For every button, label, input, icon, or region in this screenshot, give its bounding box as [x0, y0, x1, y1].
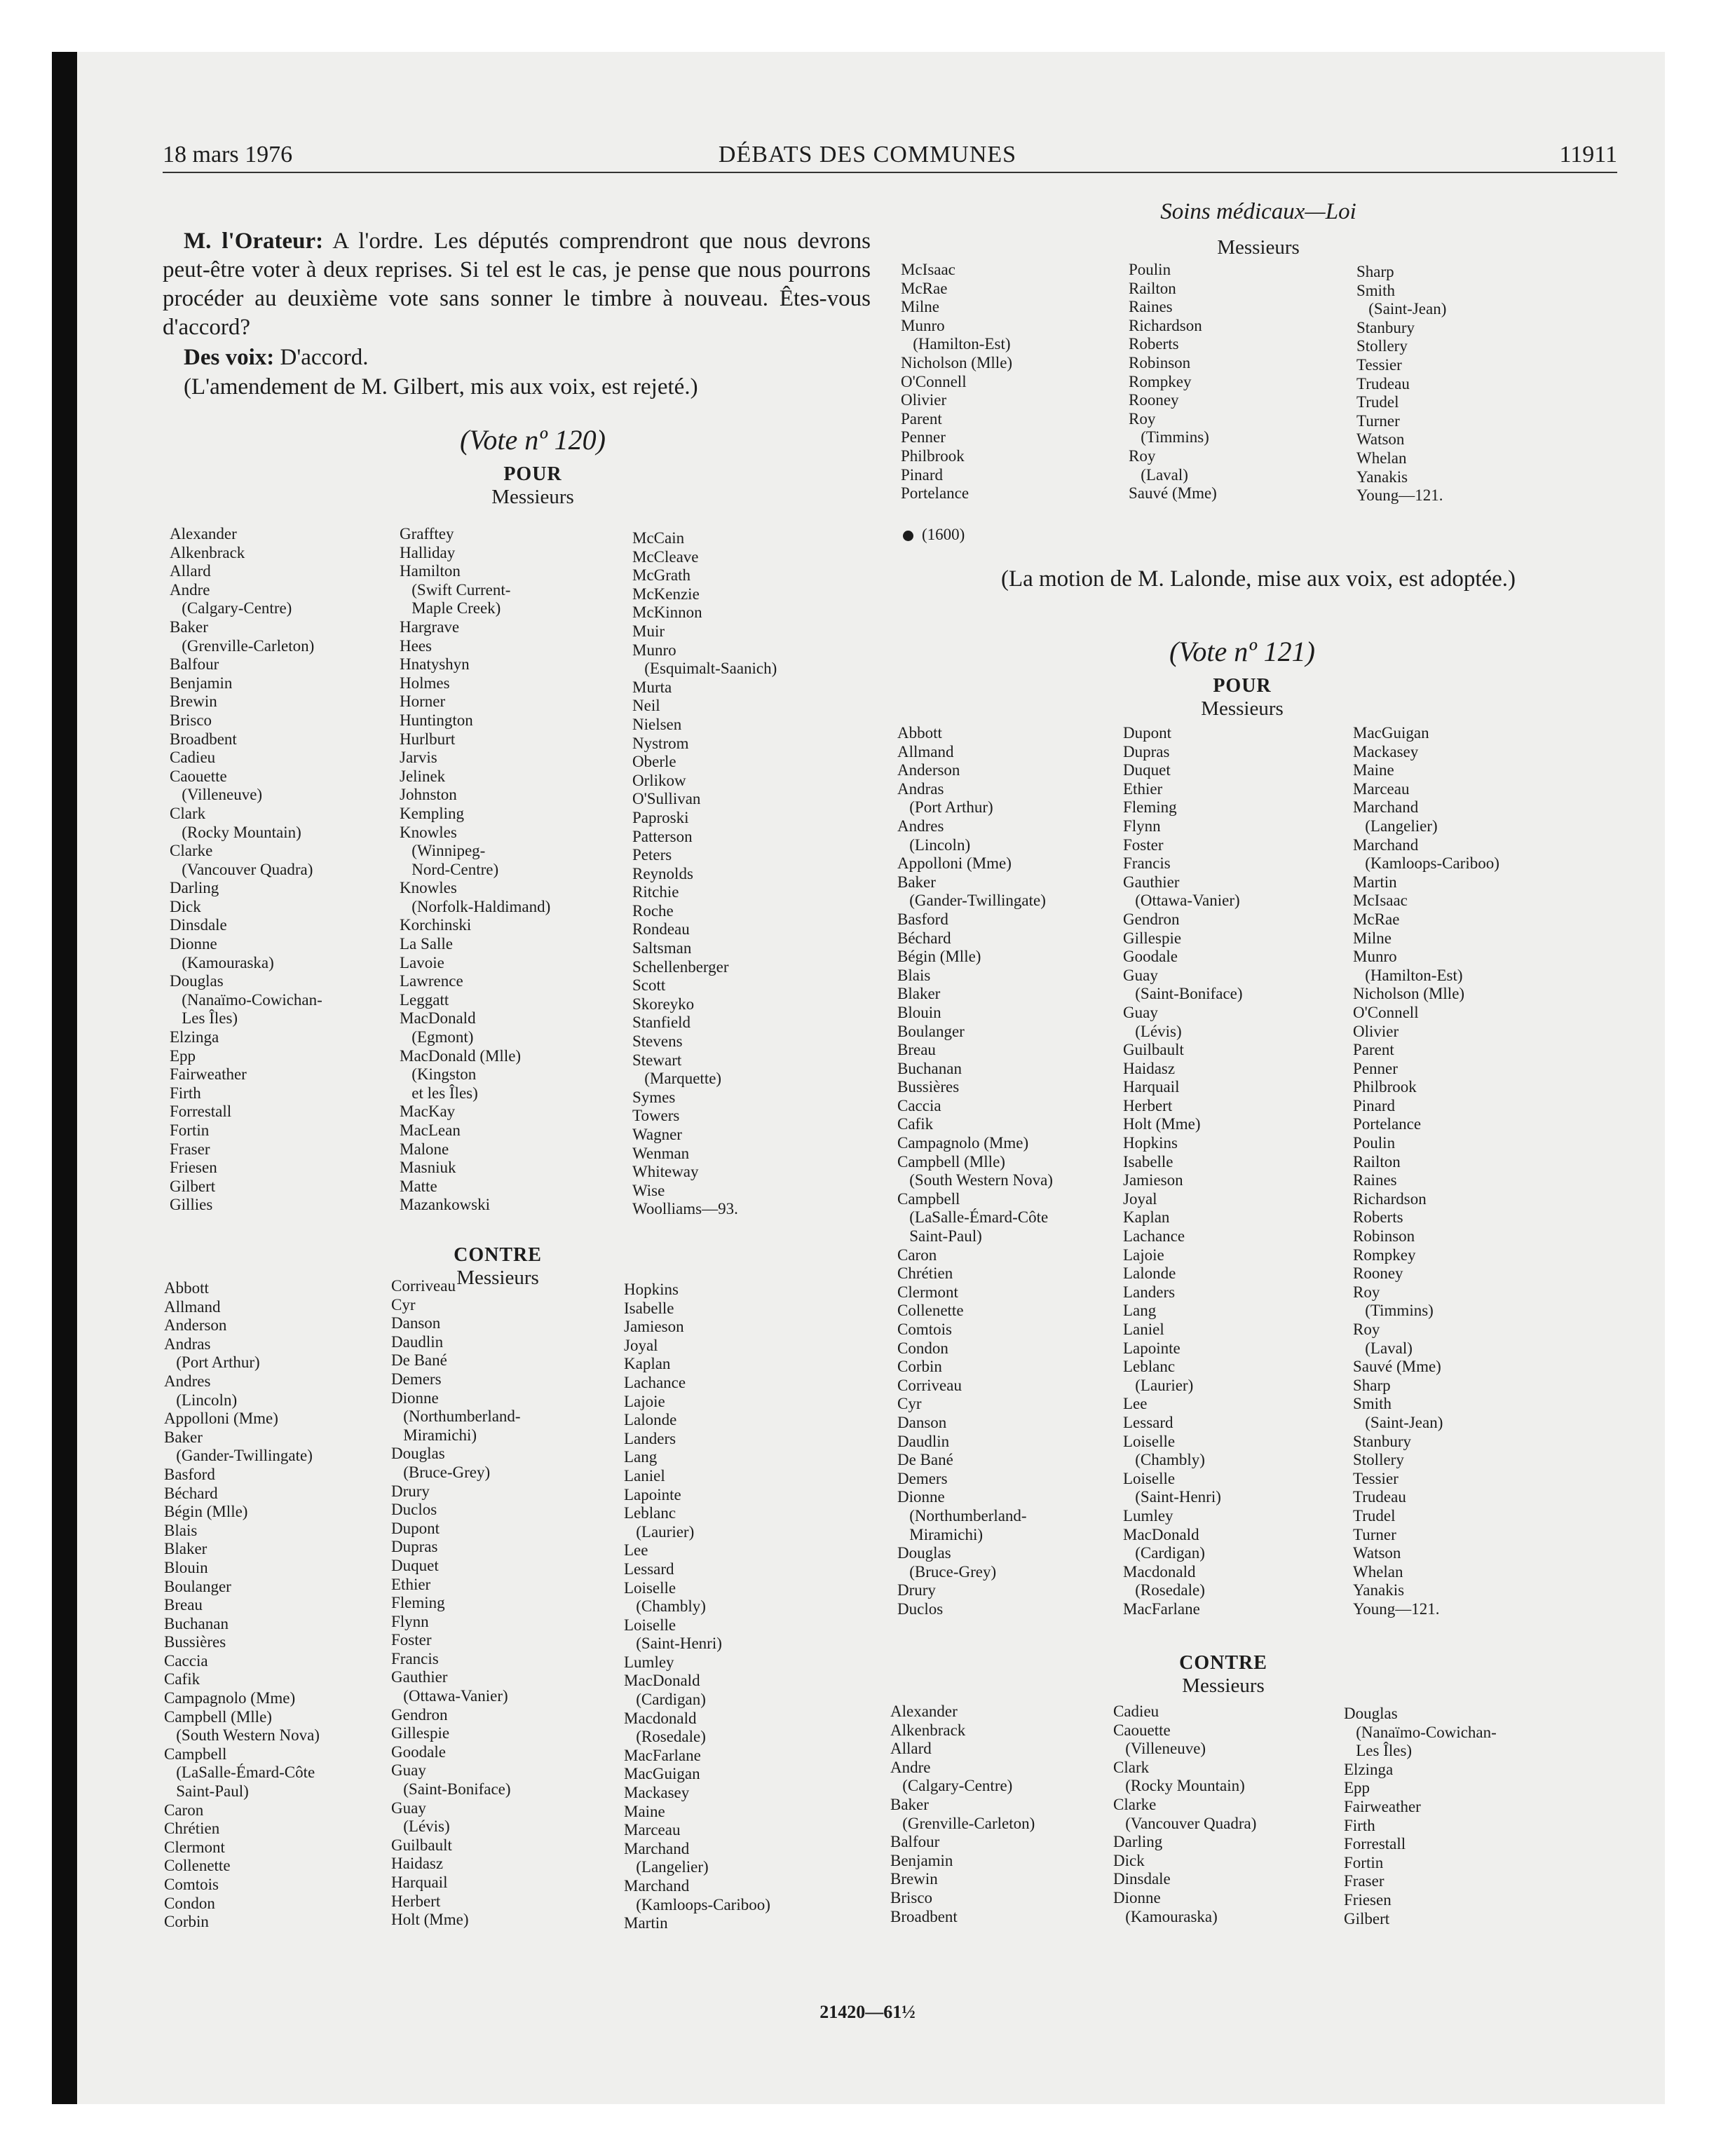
vote-121-contre-messieurs: Messieurs	[1182, 1674, 1265, 1697]
vote-121-contre-col1: Alexander Alkenbrack Allard Andre (Calgary-Centre) Baker (Grenville-Carleton) Balfour Benjamin Brewin Brisco Broadbent	[890, 1703, 1035, 1925]
vote-121-pour-label: POUR	[1213, 675, 1272, 697]
header-title: DÉBATS DES COMMUNES	[718, 142, 1017, 168]
vote-120-pour-col1: Alexander Alkenbrack Allard Andre (Calgary-Centre) Baker (Grenville-Carleton) Balfour Benjamin Brewin Brisco Broadbent Cadieu Caouette (Villeneuve) Clark (Rocky Mountain) Clarke (Vancouver Quadra) Darling Dick Dinsdale Dionne (Kamouraska) Douglas (Nanaïmo-Cowichan- Les Îles) Elzinga Epp Fairweather Firth Forrestall Fortin Fraser Friesen Gilbert Gillies	[170, 525, 322, 1214]
continuation-messieurs: Messieurs	[1217, 236, 1300, 259]
vote-121-pour-col2: Dupont Dupras Duquet Ethier Fleming Flynn Foster Francis Gauthier (Ottawa-Vanier) Gendron Gillespie Goodale Guay (Saint-Boniface) Guay (Lévis) Guilbault Haidasz Harquail Herbert Holt (Mme) Hopkins Isabelle Jamieson Joyal Kaplan Lachance Lajoie Lalonde Landers Lang Laniel Lapointe Leblanc (Laurier) Lee Lessard Loiselle (Chambly) Loiselle (Saint-Henri) Lumley MacDonald (Cardigan) Macdonald (Rosedale) MacFarlane	[1123, 724, 1243, 1618]
vote-120-contre-messieurs: Messieurs	[456, 1267, 539, 1289]
vote-121-title: (Vote nº 121)	[1169, 636, 1315, 667]
speaker-text: A l'ordre. Les députés comprendront que nous devrons peut-être voter à deux reprises. Si tel est le cas, je pense que nous pourrons procéder au deuxième vote sans sonner le timbre à nouveau. Êtes-vous d'accord?	[163, 228, 871, 340]
vote-121-heading	[1032, 635, 1452, 720]
amendment-result: (L'amendement de M. Gilbert, mis aux voix, est rejeté.)	[184, 374, 698, 400]
vote-120-contre-cont-col3: Sharp Smith (Saint-Jean) Stanbury Stollery Tessier Trudeau Trudel Turner Watson Whelan Yanakis Young—121.	[1356, 263, 1447, 505]
vote-121-messieurs: Messieurs	[1201, 697, 1284, 720]
vote-121-contre-col2: Cadieu Caouette (Villeneuve) Clark (Rocky Mountain) Clarke (Vancouver Quadra) Darling Dick Dinsdale Dionne (Kamouraska)	[1113, 1703, 1257, 1925]
header-page-number: 11911	[1559, 142, 1617, 168]
voices-paragraph	[163, 343, 871, 372]
voices-speaker: Des voix:	[184, 345, 275, 370]
vote-120-messieurs: Messieurs	[491, 486, 574, 508]
footer-signature: 21420—61½	[819, 2002, 916, 2022]
vote-120-contre-cont-col1: McIsaac McRae Milne Munro (Hamilton-Est) Nicholson (Mlle) O'Connell Olivier Parent Penner Philbrook Pinard Portelance	[901, 261, 1013, 503]
speaker-name: M. l'Orateur:	[184, 228, 324, 254]
vote-121-contre-label: CONTRE	[1179, 1652, 1267, 1674]
vote-120-contre-cont-col2: Poulin Railton Raines Richardson Roberts Robinson Rompkey Rooney Roy (Timmins) Roy (Laval) Sauvé (Mme)	[1129, 261, 1217, 503]
vote-120-pour-label: POUR	[503, 463, 562, 485]
vote-121-pour-col3: MacGuigan Mackasey Maine Marceau Marchand (Langelier) Marchand (Kamloops-Cariboo) Martin McIsaac McRae Milne Munro (Hamilton-Est) Nicholson (Mlle) O'Connell Olivier Parent Penner Philbrook Pinard Portelance Poulin Railton Raines Richardson Roberts Robinson Rompkey Rooney Roy (Timmins) Roy (Laval) Sauvé (Mme) Sharp Smith (Saint-Jean) Stanbury Stollery Tessier Trudeau Trudel Turner Watson Whelan Yanakis Young—121.	[1353, 724, 1499, 1618]
time-marker-text: (1600)	[922, 526, 965, 543]
header-date: 18 mars 1976	[163, 142, 293, 168]
time-marker	[903, 526, 965, 544]
speaker-paragraph	[163, 227, 871, 342]
header-rule	[163, 172, 1617, 173]
motion-result: (La motion de M. Lalonde, mise aux voix, est adoptée.)	[1000, 566, 1516, 592]
vote-120-contre-col1: Abbott Allmand Anderson Andras (Port Arthur) Andres (Lincoln) Appolloni (Mme) Baker (Gander-Twillingate) Basford Béchard Bégin (Mlle) Blais Blaker Blouin Boulanger Breau Buchanan Bussières Caccia Cafik Campagnolo (Mme) Campbell (Mlle) (South Western Nova) Campbell (LaSalle-Émard-Côte Saint-Paul) Caron Chrétien Clermont Collenette Comtois Condon Corbin	[164, 1279, 320, 1931]
vote-120-contre-label: CONTRE	[454, 1244, 542, 1266]
voices-text: D'accord.	[274, 345, 369, 370]
section-title: Soins médicaux—Loi	[1160, 199, 1356, 224]
vote-120-heading	[322, 423, 743, 508]
bullet-icon	[903, 531, 913, 541]
vote-120-contre-col3: Hopkins Isabelle Jamieson Joyal Kaplan Lachance Lajoie Lalonde Landers Lang Laniel Lapointe Leblanc (Laurier) Lee Lessard Loiselle (Chambly) Loiselle (Saint-Henri) Lumley MacDonald (Cardigan) Macdonald (Rosedale) MacFarlane MacGuigan Mackasey Maine Marceau Marchand (Langelier) Marchand (Kamloops-Cariboo) Martin	[624, 1281, 770, 1932]
vote-121-pour-col1: Abbott Allmand Anderson Andras (Port Arthur) Andres (Lincoln) Appolloni (Mme) Baker (Gander-Twillingate) Basford Béchard Bégin (Mlle) Blais Blaker Blouin Boulanger Breau Buchanan Bussières Caccia Cafik Campagnolo (Mme) Campbell (Mlle) (South Western Nova) Campbell (LaSalle-Émard-Côte Saint-Paul) Caron Chrétien Clermont Collenette Comtois Condon Corbin Corriveau Cyr Danson Daudlin De Bané Demers Dionne (Northumberland- Miramichi) Douglas (Bruce-Grey) Drury Duclos	[897, 724, 1053, 1618]
vote-121-contre-heading	[1083, 1645, 1363, 1697]
vote-121-contre-col3: Douglas (Nanaïmo-Cowichan- Les Îles) Elzinga Epp Fairweather Firth Forrestall Fortin Fraser Friesen Gilbert	[1344, 1705, 1497, 1928]
vote-120-contre-col2: Corriveau Cyr Danson Daudlin De Bané Demers Dionne (Northumberland- Miramichi) Douglas (Bruce-Grey) Drury Duclos Dupont Dupras Duquet Ethier Fleming Flynn Foster Francis Gauthier (Ottawa-Vanier) Gendron Gillespie Goodale Guay (Saint-Boniface) Guay (Lévis) Guilbault Haidasz Harquail Herbert Holt (Mme)	[391, 1277, 521, 1929]
vote-120-title: (Vote nº 120)	[460, 424, 606, 456]
vote-120-pour-col2: Grafftey Halliday Hamilton (Swift Current- Maple Creek) Hargrave Hees Hnatyshyn Holmes Horner Huntington Hurlburt Jarvis Jelinek Johnston Kempling Knowles (Winnipeg- Nord-Centre) Knowles (Norfolk-Haldimand) Korchinski La Salle Lavoie Lawrence Leggatt MacDonald (Egmont) MacDonald (Mlle) (Kingston et les Îles) MacKay MacLean Malone Masniuk Matte Mazankowski	[400, 525, 551, 1214]
binding-edge	[52, 52, 77, 2104]
vote-120-pour-col3: McCain McCleave McGrath McKenzie McKinnon Muir Munro (Esquimalt-Saanich) Murta Neil Nielsen Nystrom Oberle Orlikow O'Sullivan Paproski Patterson Peters Reynolds Ritchie Roche Rondeau Saltsman Schellenberger Scott Skoreyko Stanfield Stevens Stewart (Marquette) Symes Towers Wagner Wenman Whiteway Wise Woolliams—93.	[632, 529, 777, 1218]
